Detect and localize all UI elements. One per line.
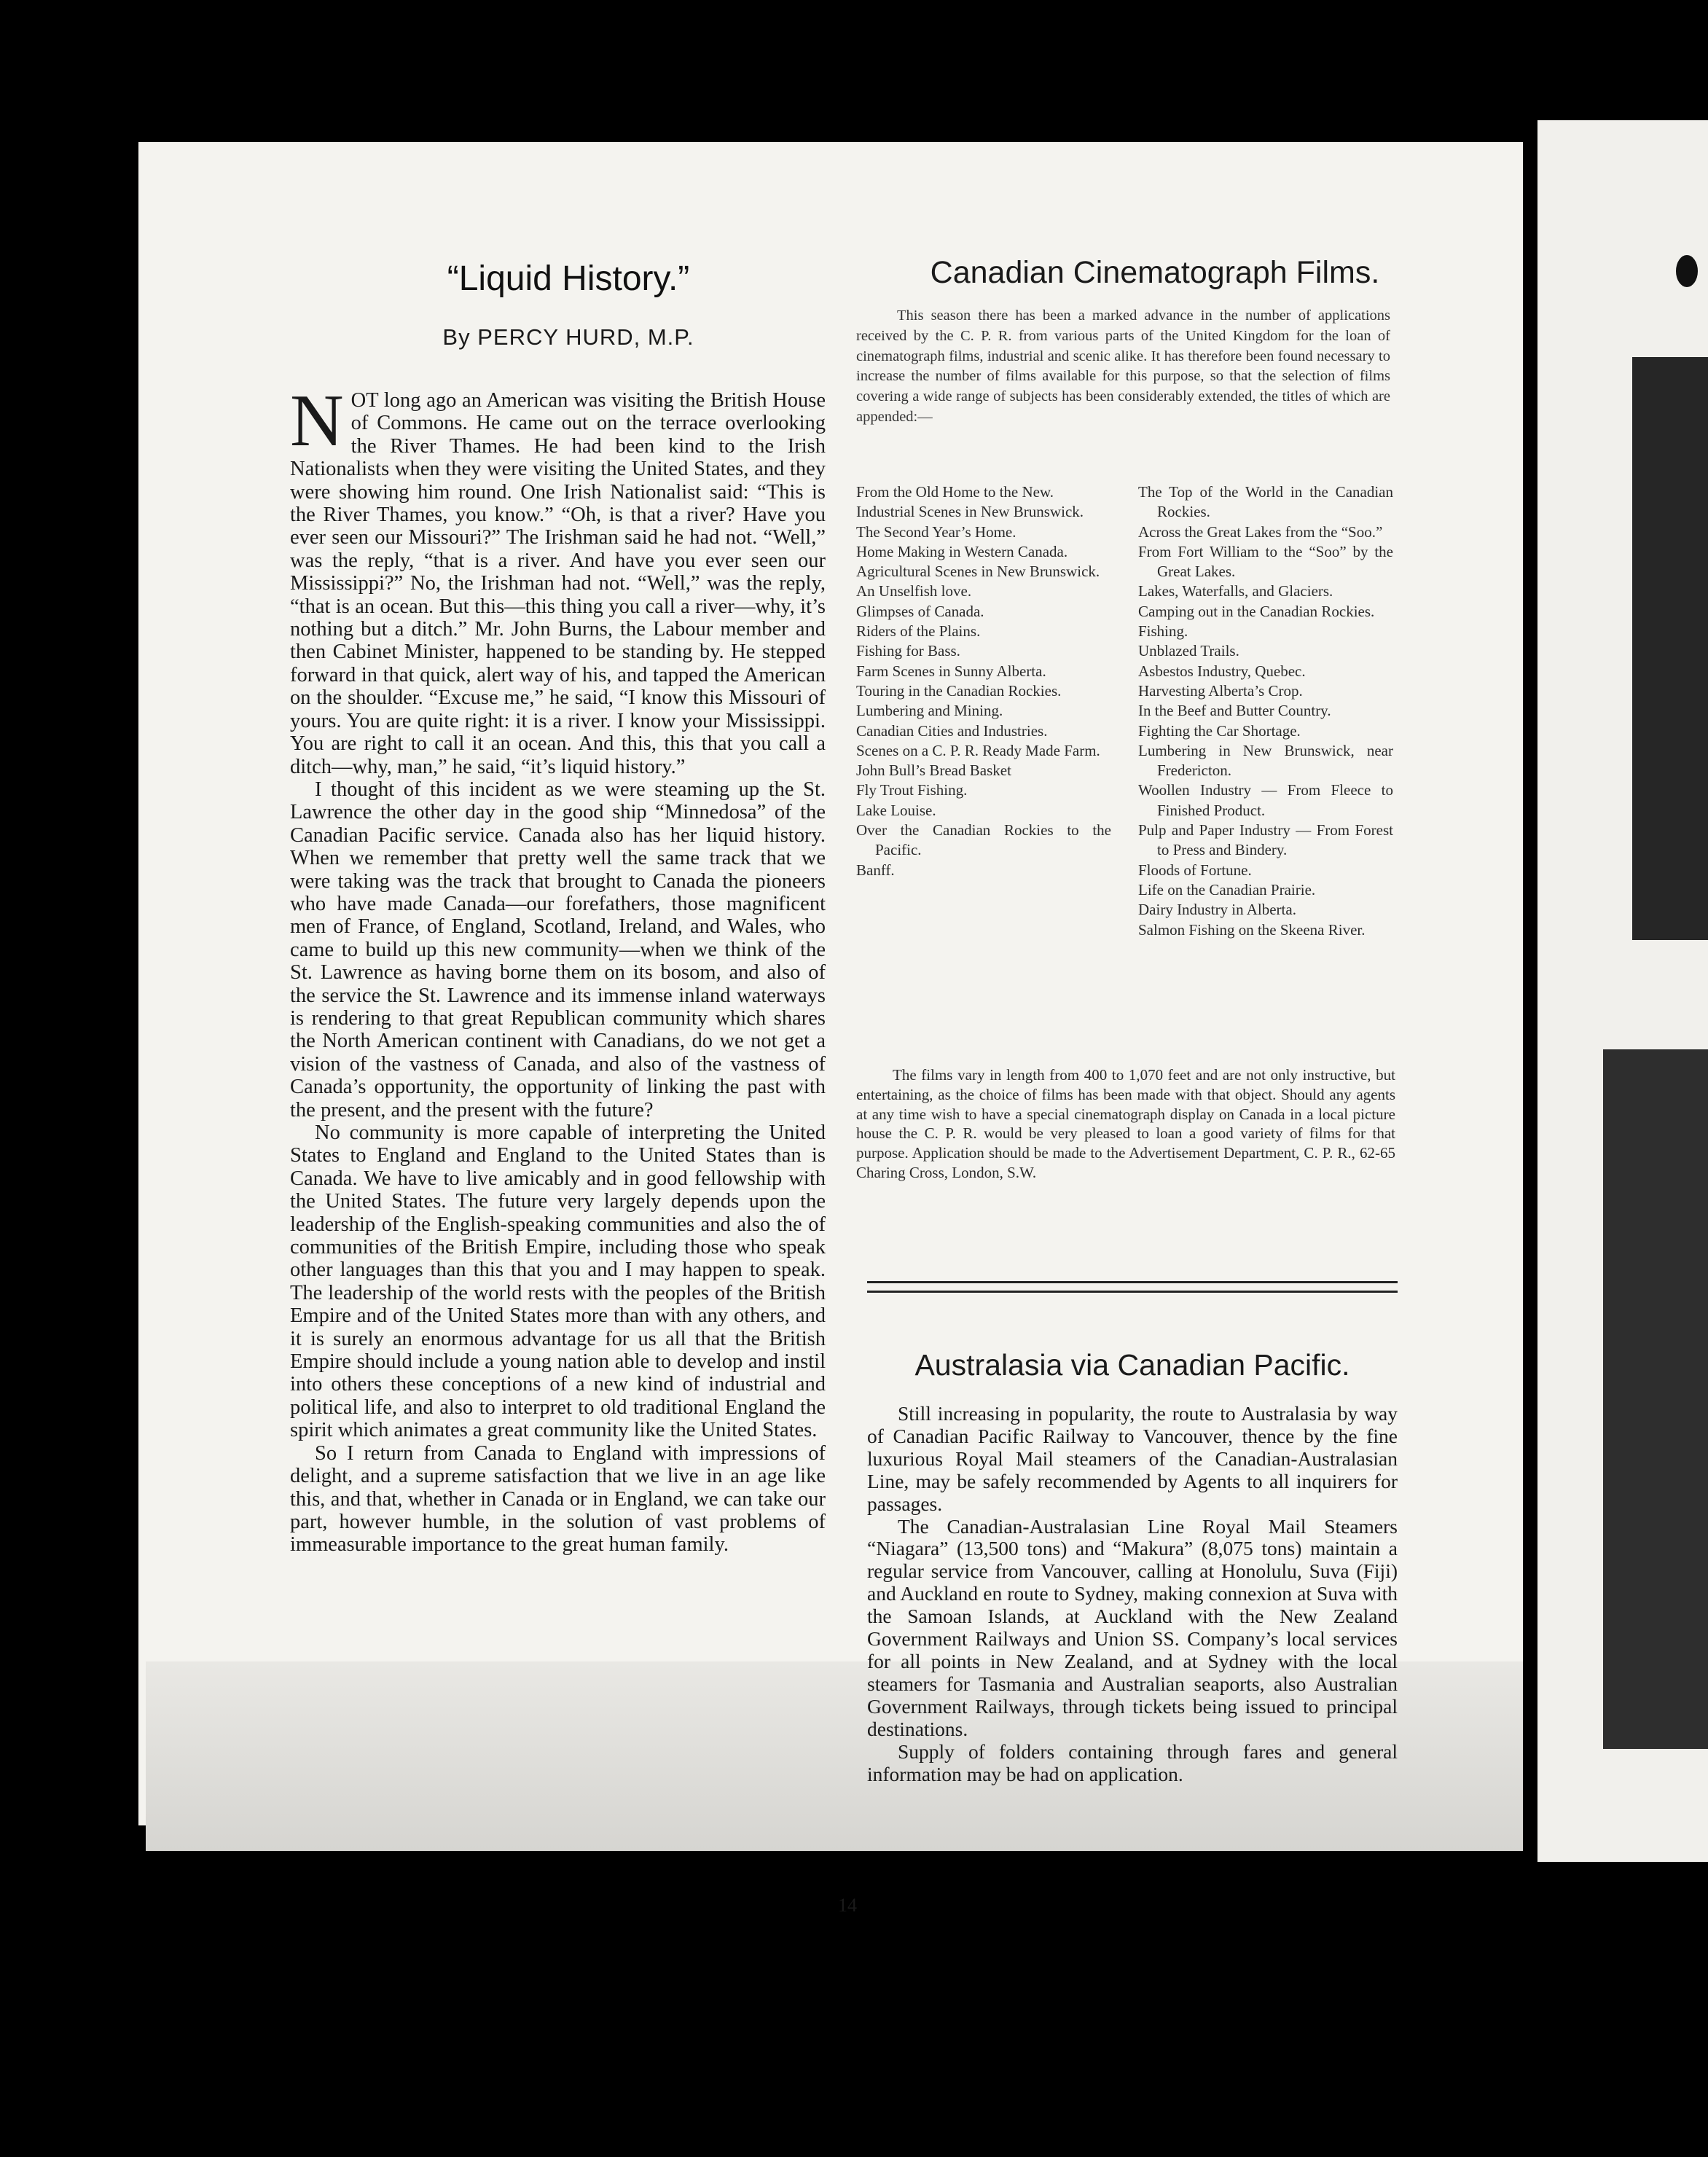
films-intro: This season there has been a marked advance in the number of applications received by the C. P. R. from various parts of the United Kingdom for the loan of cinematograph films, industrial and scenic alike. It has therefore been found necessary to increase the number of films available for this purpose, so that the selection of films covering a wide range of subjects has been considerably extended, the titles of which are appended:— [856,308,1390,425]
australasia-title: Australasia via Canadian Pacific. [914,1348,1350,1382]
film-title: Lakes, Waterfalls, and Glaciers. [1138,582,1333,600]
film-title: Touring in the Canadian Rockies. [856,681,1062,700]
paragraph: The Canadian-Australasian Line Royal Mail Steamers “Niagara” (13,500 tons) and “Makura” (8,075 tons) maintain a regular service from Vancouver, calling at Honolulu, Suva (Fiji) and Auckland en route to Sydney, making connexion at Suva with the Samoan Islands, at Auckland with the New Zealand Government Railways and Union SS. Company’s local services for all points in New Zealand, and at Sydney with the local steamers for Tasmania and Australian seaports, also Australian Government Railways, through tickets being issued to principal destinations. [867,1514,1398,1740]
films-closing: The films vary in length from 400 to 1,070 feet and are not only instructive, but entertaining, as the choice of films has been made with that object. Should any agents at any time wish to have a special cinematograph display on Canada in a local picture house the C. P. R. would be very pleased to loan a good variety of films for that purpose. Application should be made to the Advertisement Department, C. P. R., 62-65 Charing Cross, London, S.W. [856,1066,1395,1181]
article-byline: By PERCY HURD, M.P. [442,324,694,350]
film-title: Fighting the Car Shortage. [1138,721,1301,740]
film-title: Over the Canadian Rockies to the Pacific. [856,821,1111,859]
film-title: Across the Great Lakes from the “Soo.” [1138,522,1383,541]
film-title: Fly Trout Fishing. [856,781,968,799]
film-title: From the Old Home to the New. [856,483,1054,501]
film-title: The Top of the World in the Canadian Rockies. [1138,483,1393,521]
film-title: Life on the Canadian Prairie. [1138,880,1316,899]
film-title: Riders of the Plains. [856,622,981,641]
film-title: Lake Louise. [856,801,936,819]
film-title: Woollen Industry — From Fleece to Finished Product. [1138,781,1393,819]
film-title: Scenes on a C. P. R. Ready Made Farm. [856,741,1100,759]
paragraph: NOT long ago an American was visiting the British House of Commons. He came out on the terrace overlooking the River Thames. He had been kind to the Irish Nationalists when they were visiting the United States, and they were showing him round. One Irish Nationalist said: “This is the River Thames, you know.” “Oh, is that a river? Have you ever seen our Missouri?” The Irishman said he had not. “Well,” was the reply, “that is a river. And have you ever seen our Mississippi?” No, the Irishman had not. “Well,” was the reply, “that is an ocean. But this—this thing you call a river—why, it’s nothing but a ditch.” Mr. John Burns, the Labour member and then Cabinet Minister, happened to be standing by. He stepped forward in that quick, alert way of his, and tapped the American on the shoulder. “Excuse me,” he said, “I know this Missouri of yours. You are quite right: it is a river. I know your Mississippi. You are right to call it an ocean. And this, this that you call a ditch—why, man,” he said, “it’s liquid history.” [290,380,826,778]
paragraph: So I return from Canada to England with impressions of delight, and a supreme satisfaction that we live in an age like this, and that, whether in Canada or in England, we can take our part, however humble, in the solution of vast problems of immeasurable importance to the great human family. [290,1441,826,1557]
film-title: Fishing. [1138,622,1188,641]
article-title: “Liquid History.” [447,259,690,298]
film-title: In the Beef and Butter Country. [1138,702,1331,720]
drop-cap: N [290,380,344,462]
film-title: Lumbering and Mining. [856,702,1003,720]
film-title: From Fort William to the “Soo” by the Great Lakes. [1138,542,1393,581]
film-title: Glimpses of Canada. [856,602,984,620]
film-title: Dairy Industry in Alberta. [1138,901,1296,919]
film-title: Lumbering in New Brunswick, near Fredericton. [1138,741,1393,780]
facing-page-photo [1632,357,1708,940]
film-title: The Second Year’s Home. [856,522,1016,541]
film-title: Canadian Cities and Industries. [856,721,1048,740]
paragraph: I thought of this incident as we were steaming up the St. Lawrence the other day in the good ship “Minnedosa” of the Canadian Pacific service. Canada also has her liquid history. When we remember that pretty well the same track that we were taking was the track that brought to Canada the pioneers who have made Canada—our forefathers, those magnificent men of France, of England, Scotland, Ireland, and Wales, who came to build up this new community—when we think of the St. Lawrence as having borne them on its bosom, and also of the service the St. Lawrence and its immense inland waterways is rendering to that great Republican community which shares the North American continent with Canadians, do we not get a vision of the vastness of Canada, and also of the vastness of Canada’s opportunity, the opportunity of linking the past with the present, and the present with the future? [290,778,826,1121]
film-title: Unblazed Trails. [1138,642,1239,660]
article-body [290,380,826,1557]
facing-page-mark [1676,255,1698,287]
film-title: Industrial Scenes in New Brunswick. [856,503,1084,521]
australasia-body [867,1403,1398,1785]
film-title: Agricultural Scenes in New Brunswick. [856,563,1100,581]
film-title: Fishing for Bass. [856,642,960,660]
paragraph: Still increasing in popularity, the route to Australasia by way of Canadian Pacific Railway to Vancouver, thence by the fine luxurious Royal Mail steamers of the Canadian-Australasian Line, may be safely recommended by Agents to all inquirers for passages. [867,1402,1398,1515]
film-title: Camping out in the Canadian Rockies. [1138,602,1375,620]
film-title: Asbestos Industry, Quebec. [1138,662,1306,680]
facing-page-photo [1603,1049,1708,1749]
film-title: Harvesting Alberta’s Crop. [1138,681,1303,700]
films-list-col2 [1138,482,1393,940]
film-title: Salmon Fishing on the Skeena River. [1138,920,1366,939]
film-title: Floods of Fortune. [1138,861,1252,879]
film-title: Pulp and Paper Industry — From Forest to Press and Bindery. [1138,821,1393,859]
double-rule-divider [867,1281,1398,1293]
film-title: Farm Scenes in Sunny Alberta. [856,662,1046,680]
films-title: Canadian Cinematograph Films. [930,255,1380,290]
film-title: Home Making in Western Canada. [856,542,1068,560]
film-title: An Unselfish love. [856,582,972,600]
film-title: John Bull’s Bread Basket [856,762,1011,780]
paragraph: No community is more capable of interpreting the United States to England and England to the United States than is Canada. We have to live amicably and in good fellowship with the United States. The future very largely depends upon the leadership of the English-speaking communities and also the of communities of the British Empire, including those who speak other languages than this that you and I may happen to speak. The leadership of the world rests with the peoples of the British Empire and of the United States more than with any others, and it is surely an enormous advantage for us all that the British Empire should include a young nation able to develop and instil into others these conceptions of a new kind of industrial and political life, and also to interpret to old traditional England the spirit which animates a great community like the United States. [290,1121,826,1442]
film-title: Banff. [856,861,895,879]
page-number: 14 [838,1895,857,1916]
films-list-col1 [856,482,1111,880]
paragraph: Supply of folders containing through fares and general information may be had on application. [867,1739,1398,1785]
